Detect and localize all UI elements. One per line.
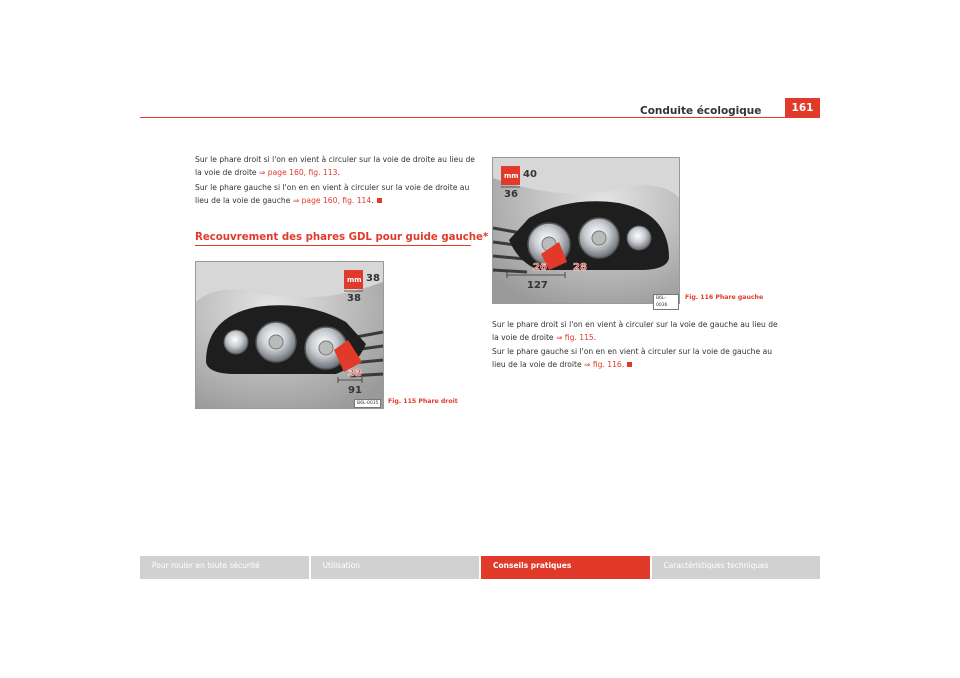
header-divider [140,117,820,118]
figure-115-code: B6L-0035 [354,399,381,408]
end-marker-icon [627,362,632,367]
left-paragraph-2: Sur le phare gauche si l'on en en vient à circuler sur la voie de droite au lieu de la voie de gauche ⇒ page 160, fig. 114. [195,183,470,205]
right-paragraph-2: Sur le phare gauche si l'on en en vient à circuler sur la voie de gauche au lieu de la voie de droite ⇒ fig. 116. [492,347,773,369]
headlight-left-illustration [493,158,679,303]
right-paragraph-1: Sur le phare droit si l'on en vient à circuler sur la voie de gauche au lieu de la voie de droite ⇒ fig. 115. [492,320,778,342]
section-divider [195,245,471,246]
fig115-unit: mm [347,276,362,284]
end-marker-icon [377,198,382,203]
fig115-dim-a: 38 [366,273,380,284]
fig115-dim-b: 38 [347,293,361,304]
fig116-unit: mm [504,172,519,180]
left-paragraph-2-text: Sur le phare gauche si l'on en en vient à circuler sur la voie de droite au lieu de la voie de gauche [195,183,470,205]
fig116-dim-a: 40 [523,169,537,180]
figure-116-caption: Fig. 116 Phare gauche [685,294,764,301]
section-title: Recouvrement des phares GDL pour guide gauche* [195,232,489,243]
page-number: 161 [785,98,820,118]
page-header-title: Conduite écologique [640,105,762,117]
footer-tab-technical-specs[interactable]: Caractéristiques techniques [652,556,821,579]
footer-tab-practical-tips[interactable]: Conseils pratiques [481,556,650,579]
fig116-dim-d: 28 [573,262,587,273]
fig115-dim-d: 91 [348,385,362,396]
left-paragraph-1: Sur le phare droit si l'on en vient à circuler sur la voie de droite au lieu de la voie de droite ⇒ page 160, fig. 113. [195,155,475,177]
figure-115-image [195,261,384,409]
right-paragraph-1-link[interactable]: ⇒ fig. 115 [556,332,594,342]
left-paragraph-1-link[interactable]: ⇒ page 160, fig. 113 [259,167,338,177]
figure-116-code: B6L-0036 [653,294,679,310]
figure-116-image [492,157,680,308]
right-paragraph-2-link[interactable]: ⇒ fig. 116 [584,359,622,369]
fig116-dim-e: 127 [527,280,548,291]
fig115-dim-c: 33 [348,368,362,379]
fig116-dim-c: 26 [533,262,547,273]
footer-tab-usage[interactable]: Utilisation [311,556,480,579]
headlight-right-illustration [196,262,383,408]
figure-115-caption: Fig. 115 Phare droit [388,398,458,405]
left-paragraph-1-text: Sur le phare droit si l'on en vient à circuler sur la voie de droite au lieu de la voie de droite [195,155,475,177]
left-paragraph-2-link[interactable]: ⇒ page 160, fig. 114 [292,195,372,205]
footer-nav [140,556,820,579]
footer-tab-safety[interactable]: Pour rouler en toute sécurité [140,556,309,579]
right-paragraph-1-text: Sur le phare droit si l'on en vient à circuler sur la voie de gauche au lieu de la voie de droite [492,320,778,342]
right-paragraph-2-text: Sur le phare gauche si l'on en en vient à circuler sur la voie de gauche au lieu de la voie de droite [492,347,773,369]
fig116-dim-b: 36 [504,189,518,200]
